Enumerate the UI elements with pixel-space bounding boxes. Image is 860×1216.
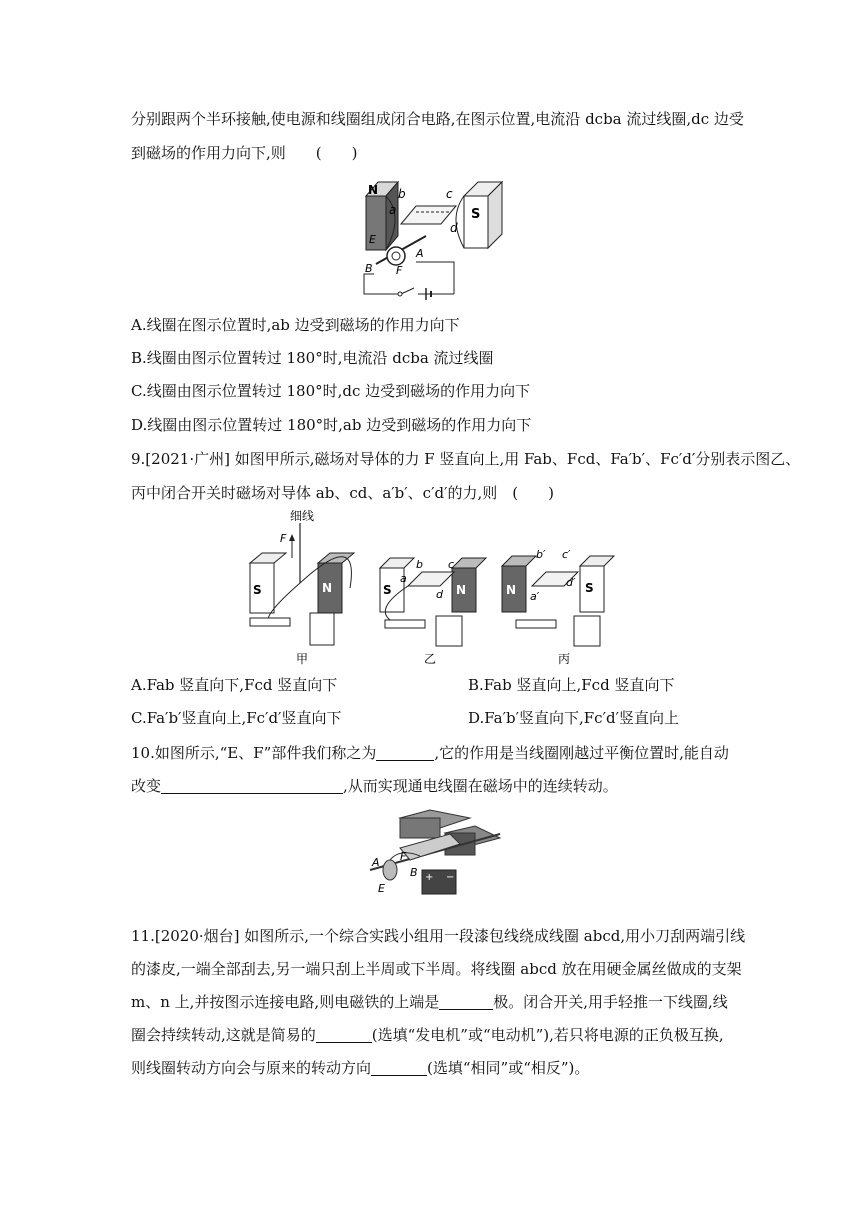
q9-jia-pole-s: S [253,583,262,597]
q10-text-1a: 10.如图所示,“E、F”部件我们称之为 [131,744,377,762]
q8-label-s: S [471,207,481,222]
q8-label-e: E [369,233,376,246]
q8-label-d: d [450,221,458,235]
q8-label-b: b [398,187,406,201]
q8-label-n: N [368,183,379,197]
q9-yi-label-a: a [400,572,407,585]
q8-label-a: a [389,203,397,217]
q9-option-c: C.Fa′b′竖直向上,Fc′d′竖直向下 [131,709,342,727]
q11-text-line4 [131,1024,724,1046]
q10-text-2b: ,从而实现通电线圈在磁场中的连续转动。 [343,777,618,795]
q8-text-line2: 到磁场的作用力向下,则 ( ) [131,144,358,162]
q10-label-minus: − [446,872,455,883]
q9-bing-label-d: d′ [566,576,576,589]
q10-label-a: A [372,856,380,869]
q11-text-3b: 极。闭合开关,用手轻推一下线圈,线 [493,993,728,1011]
q11-blank-2[interactable] [316,1026,372,1043]
q11-text-5b: (选填“相同”或“相反”)。 [427,1059,590,1077]
q9-label-wire: 细线 [290,509,315,523]
q9-text-line2: 丙中闭合开关时磁场对导体 ab、cd、a′b′、c′d′的力,则 ( ) [131,484,554,502]
q8-option-c: C.线圈由图示位置转过 180°时,dc 边受到磁场的作用力向下 [131,382,531,400]
q9-caption-jia: 甲 [296,652,309,666]
q9-option-b: B.Fab 竖直向上,Fcd 竖直向下 [468,676,675,694]
q11-text-3a: m、n 上,并按图示连接电路,则电磁铁的上端是 [131,993,440,1011]
q10-text-line1 [131,742,729,764]
q9-caption-yi: 乙 [424,652,437,666]
q8-label-b-brush: B [365,262,373,275]
q9-option-a: A.Fab 竖直向下,Fcd 竖直向下 [131,676,338,694]
q8-label-a-brush: A [416,247,424,260]
q8-option-b: B.线圈由图示位置转过 180°时,电流沿 dcba 流过线圈 [131,349,494,367]
q9-bing-pole-s: S [585,581,594,595]
q10-text-2a: 改变 [131,777,162,795]
q11-text-4b: (选填“发电机”或“电动机”),若只将电源的正负极互换, [371,1026,724,1044]
q8-motor-figure [356,176,506,301]
q9-jia-pole-n: N [322,581,333,595]
q10-text-1b: ,它的作用是当线圈刚越过平衡位置时,能自动 [434,744,729,762]
q8-option-a: A.线圈在图示位置时,ab 边受到磁场的作用力向下 [131,316,460,334]
q10-label-e: E [378,882,385,895]
q8-label-c: c [446,187,453,201]
q10-text-line2 [131,775,618,797]
q11-text-5a: 则线圈转动方向会与原来的转动方向 [131,1059,372,1077]
q9-yi-pole-n: N [456,583,467,597]
q9-bing-label-b: b′ [536,548,546,561]
q10-label-f: F [400,850,407,863]
q9-figure [240,508,620,668]
q8-label-f: F [396,264,403,277]
q10-blank-2[interactable] [161,777,343,794]
q9-option-d: D.Fa′b′竖直向下,Fc′d′竖直向上 [468,709,679,727]
q11-text-4a: 圈会持续转动,这就是简易的 [131,1026,316,1044]
q9-yi-label-c: c [448,558,455,571]
q9-caption-bing: 丙 [558,652,571,666]
q10-label-plus: + [425,872,434,883]
q9-label-f: F [280,532,287,545]
q8-option-d: D.线圈由图示位置转过 180°时,ab 边受到磁场的作用力向下 [131,416,532,434]
q8-text-line1: 分别跟两个半环接触,使电源和线圈组成闭合电路,在图示位置,电流沿 dcba 流过线圈,dc 边受 [131,110,744,128]
q11-blank-3[interactable] [371,1059,427,1076]
q11-text-line1: 11.[2020·烟台] 如图所示,一个综合实践小组用一段漆包线绕成线圈 abcd,用小刀刮两端引线 [131,927,746,945]
q11-text-line2: 的漆皮,一端全部刮去,另一端只刮上半周或下半周。将线圈 abcd 放在用硬金属丝做成的支架 [131,960,742,978]
q9-yi-pole-s: S [383,583,392,597]
q11-blank-1[interactable] [439,993,493,1010]
q10-blank-1[interactable] [376,744,434,761]
q9-yi-label-b: b [416,558,423,571]
q9-text-line1: 9.[2021·广州] 如图甲所示,磁场对导体的力 F 竖直向上,用 Fab、Fcd、Fa′b′、Fc′d′分别表示图乙、 [131,450,801,468]
q11-text-line5 [131,1057,589,1079]
q9-bing-label-c: c′ [562,548,571,561]
q10-label-b: B [410,866,418,879]
q9-bing-pole-n: N [506,583,517,597]
q9-yi-label-d: d [436,588,443,601]
q10-figure [360,808,510,898]
q11-text-line3 [131,991,728,1013]
q9-bing-label-a: a′ [530,590,540,603]
